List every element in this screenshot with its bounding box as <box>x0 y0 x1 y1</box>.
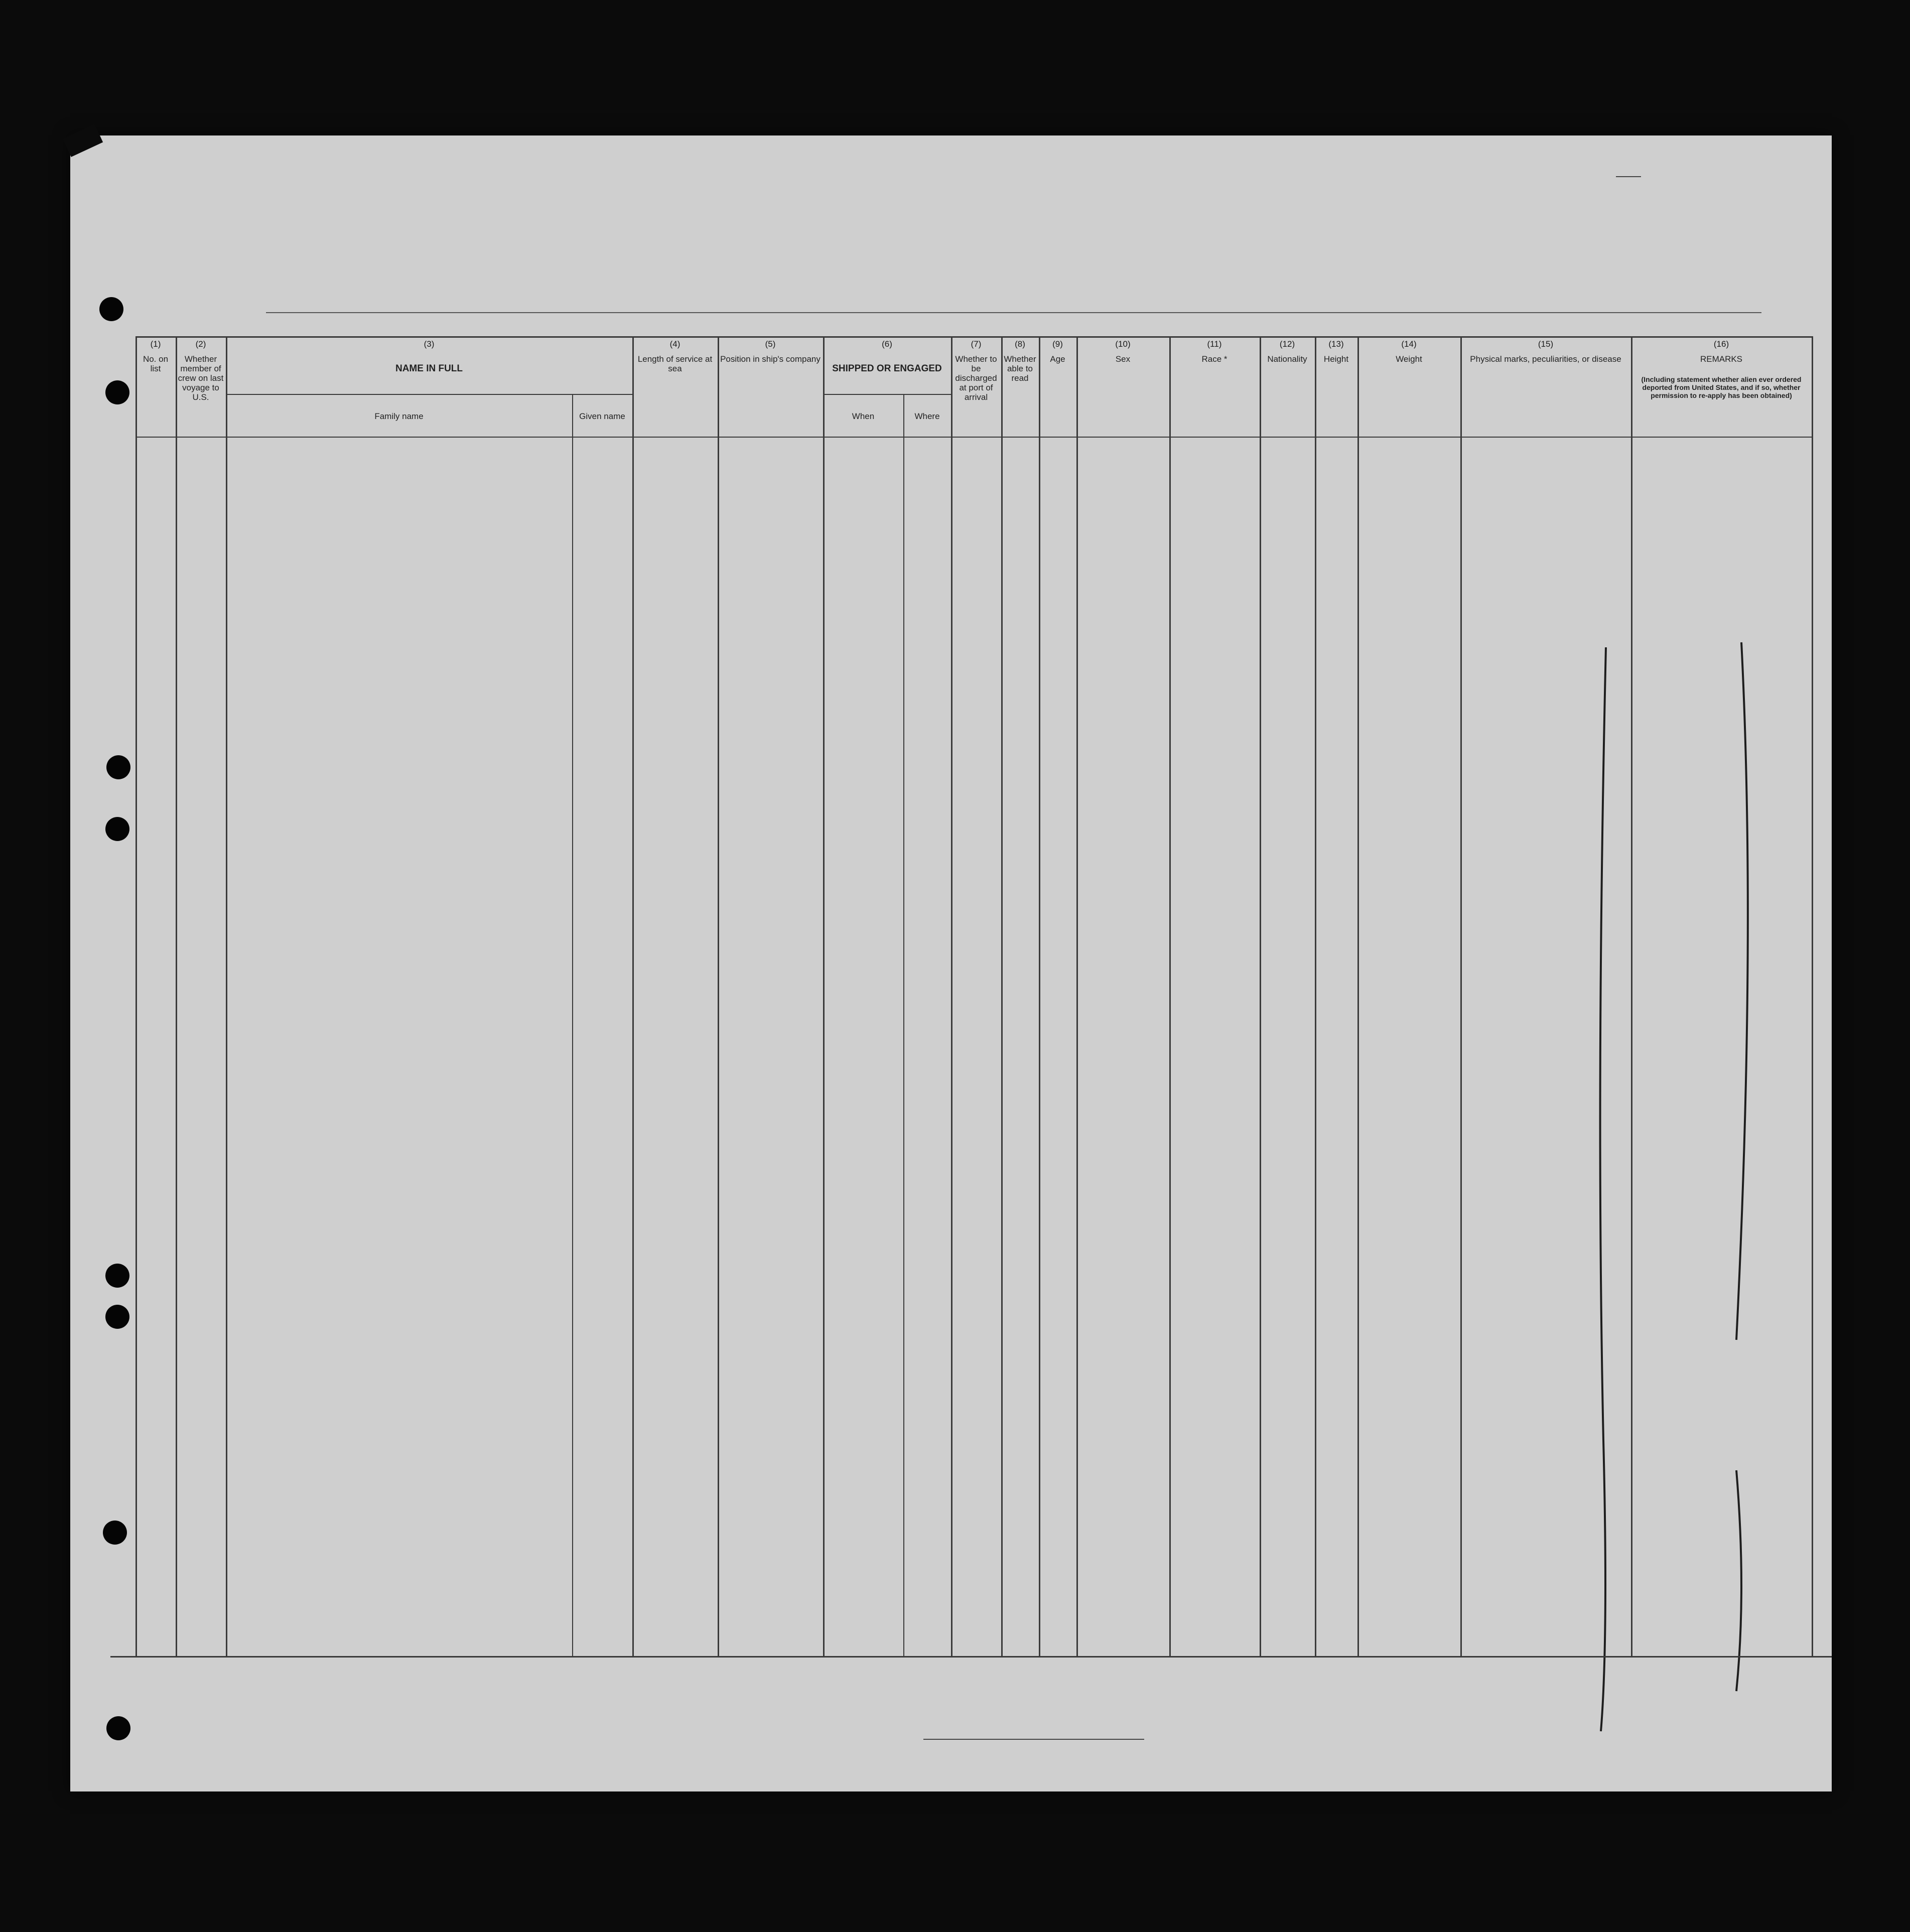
column-number: (9) <box>1052 339 1063 349</box>
column-header: Nationality <box>1267 354 1307 364</box>
column-number: (13) <box>1328 339 1344 349</box>
table-top-rule <box>135 336 1812 338</box>
column-rule <box>1460 336 1462 1656</box>
column-rule <box>1260 336 1261 1656</box>
column-header: Sex <box>1115 354 1131 364</box>
column-subheader: Given name <box>579 411 625 421</box>
torn-corner <box>63 124 103 157</box>
binder-hole <box>103 1521 127 1545</box>
column-subheader: When <box>852 411 875 421</box>
column-number: (16) <box>1713 339 1729 349</box>
sheet-number <box>1611 160 1641 176</box>
column-rule <box>1631 336 1632 1656</box>
footer-rule <box>110 1656 1832 1658</box>
column-rule <box>226 336 227 1656</box>
column-header: Weight <box>1396 354 1422 364</box>
column-number: (2) <box>195 339 206 349</box>
column-rule <box>1001 336 1003 1656</box>
column-number: (7) <box>971 339 982 349</box>
column-rule <box>1812 336 1813 1656</box>
column-rule <box>1076 336 1078 1656</box>
column-header: Whether to be discharged at port of arrival <box>955 354 997 402</box>
column-header: Length of service at sea <box>637 354 713 373</box>
column-rule <box>135 336 137 1656</box>
column-header: Age <box>1050 354 1065 364</box>
column-rule-shipped-split <box>903 394 904 1656</box>
column-rule <box>951 336 952 1656</box>
column-rule <box>176 336 177 1656</box>
column-subheader: Family name <box>374 411 424 421</box>
column-number: (1) <box>150 339 161 349</box>
column-rule <box>1357 336 1359 1656</box>
column-number: (11) <box>1207 339 1222 349</box>
column-rule-name-split <box>572 394 573 1656</box>
column-number: (5) <box>765 339 776 349</box>
column-rule <box>718 336 719 1656</box>
column-header: SHIPPED OR ENGAGED <box>832 363 942 374</box>
column-number: (15) <box>1538 339 1554 349</box>
binder-hole <box>105 380 129 404</box>
binder-hole <box>105 817 129 841</box>
column-header: Height <box>1323 354 1349 364</box>
column-header: Whether member of crew on last voyage to U.S. <box>178 354 224 402</box>
column-header: No. on list <box>143 354 169 373</box>
manifest-sheet <box>70 135 1832 1791</box>
column-number: (4) <box>669 339 680 349</box>
column-number: (6) <box>882 339 892 349</box>
column-header: REMARKS <box>1700 354 1743 364</box>
name-sub-rule <box>226 394 632 395</box>
column-number: (8) <box>1015 339 1025 349</box>
column-rule <box>1315 336 1316 1656</box>
voyage-underline <box>266 312 1761 313</box>
column-number: (10) <box>1115 339 1131 349</box>
binder-hole <box>106 1716 130 1740</box>
column-rule <box>1169 336 1171 1656</box>
column-rule <box>632 336 634 1656</box>
column-number: (14) <box>1401 339 1417 349</box>
column-number: (3) <box>424 339 435 349</box>
binder-hole <box>106 755 130 779</box>
column-number: (12) <box>1279 339 1295 349</box>
binder-hole <box>105 1264 129 1288</box>
column-header: Position in ship's company <box>720 354 821 364</box>
binder-hole <box>105 1305 129 1329</box>
column-header: Physical marks, peculiarities, or disease <box>1470 354 1621 364</box>
column-subheader: Where <box>914 411 940 421</box>
column-header: NAME IN FULL <box>395 363 463 374</box>
header-bottom-rule <box>135 437 1812 438</box>
column-note: (Including statement whether alien ever ordered deported from United States, and if so, whether permission to re-apply has been obtained) <box>1641 375 1802 399</box>
signature-line <box>923 1739 1144 1740</box>
sheet-no-value <box>1616 161 1641 177</box>
column-header: Whether able to read <box>1004 354 1036 383</box>
column-rule <box>823 336 825 1656</box>
column-header: Race * <box>1201 354 1227 364</box>
column-rule <box>1039 336 1040 1656</box>
shipped-sub-rule <box>823 394 951 395</box>
binder-hole <box>99 297 123 321</box>
